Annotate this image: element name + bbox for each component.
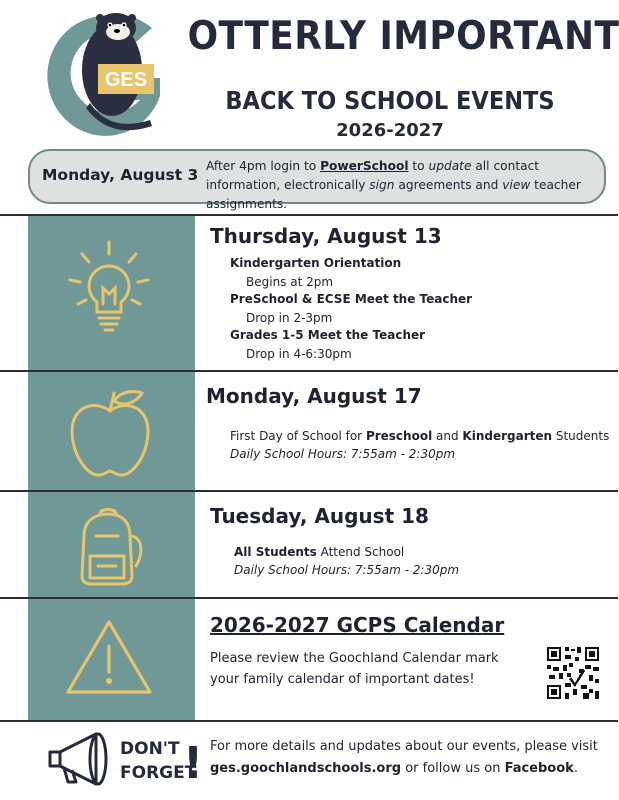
notice-banner [28,149,606,211]
footer-text-part: . [573,761,578,776]
otter-logo [40,8,165,138]
notice-emphasis: update [428,159,472,173]
lightbulb-icon [64,238,154,338]
badge-line-2: FORGET [120,763,197,783]
badge-exclamation: ! [183,738,204,789]
powerschool-link[interactable]: PowerSchool [320,159,409,173]
dont-forget-badge [46,728,204,790]
notice-date: Monday, August 3 [42,166,199,184]
event-item-detail: Begins at 2pm [246,275,334,289]
notice-text-part: After 4pm login to [206,159,321,173]
footer-text [210,736,610,780]
divider [0,720,618,722]
notice-text-part: all contact information, electronically [206,159,540,192]
event-text: First Day of School for [230,429,366,443]
notice-emphasis: view [502,178,531,192]
event-description [234,545,404,559]
badge-line-1: DON'T [120,739,180,759]
notice-text-part: to [408,159,429,173]
event-date: Thursday, August 13 [210,224,442,248]
notice-text [206,157,602,214]
school-website-link[interactable]: ges.goochlandschools.org [210,761,402,776]
event-item-title: PreSchool & ECSE Meet the Teacher [230,292,473,306]
event-text-bold: Preschool [365,429,433,443]
event-description [230,429,609,443]
warning-icon [64,616,154,698]
notice-emphasis: sign [369,178,395,192]
calendar-text: Please review the Goochland Calendar mark your family calendar of important dates! [210,651,499,687]
event-text-bold: Kindergarten [462,429,553,443]
page-title: OTTERLY IMPORTANT [187,14,619,59]
event-item-detail: Drop in 2-3pm [246,311,333,325]
logo-text: GES [104,69,148,91]
event-date: Tuesday, August 18 [210,504,429,528]
apple-icon [66,385,154,480]
footer-text-part: For more details and updates about our events, please visit [210,739,598,754]
event-item-detail: Drop in 4-6:30pm [246,347,352,361]
event-text-bold: All Students [234,545,317,559]
school-hours: Daily School Hours: 7:55am - 2:30pm [230,447,456,461]
notice-text-part: teacher assignments. [206,178,581,211]
event-text: Attend School [316,545,405,559]
footer-text-part: or follow us on [401,761,505,776]
calendar-link[interactable]: 2026-2027 GCPS Calendar [210,613,505,637]
event-text: and [432,429,463,443]
facebook-link[interactable]: Facebook [504,761,574,776]
event-date: Monday, August 17 [206,384,422,408]
header [0,0,618,145]
event-item-title: Grades 1-5 Meet the Teacher [230,328,426,342]
event-text: Students [552,429,610,443]
page-subtitle: BACK TO SCHOOL EVENTS [225,86,555,115]
school-hours: Daily School Hours: 7:55am - 2:30pm [234,563,460,577]
school-year: 2026-2027 [336,120,444,141]
event-item-title: Kindergarten Orientation [230,256,402,270]
notice-text-part: agreements and [394,178,503,192]
qr-code-icon[interactable] [545,645,601,701]
backpack-icon [70,506,150,588]
